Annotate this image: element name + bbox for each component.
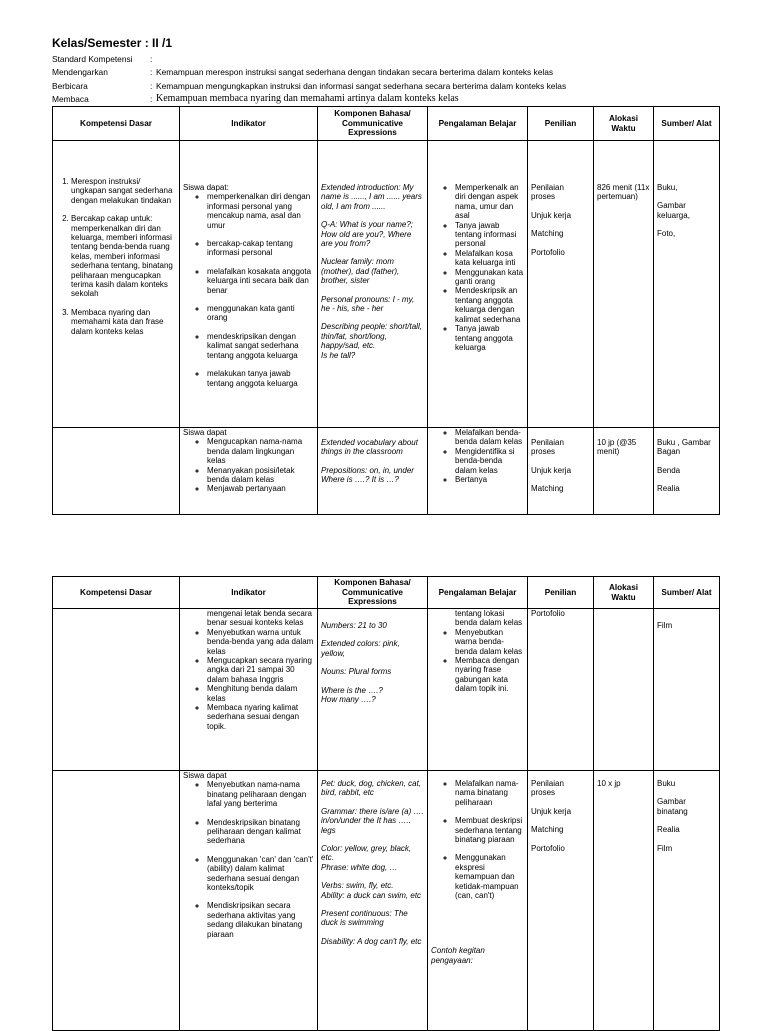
pengalaman-cell bbox=[428, 141, 528, 428]
list-item: ◦ Menanyakan posisi/letak benda dalam kelas bbox=[207, 466, 314, 485]
list-item: ◦ Bertanya bbox=[455, 475, 524, 484]
kd-cell bbox=[53, 141, 180, 428]
list-item: ◦ mendeskripsikan dengan kalimat sangat sederhana tentang anggota keluarga bbox=[207, 332, 314, 360]
penilian-cell: Penilaian proses Unjuk kerja Matching Portofolio bbox=[528, 771, 594, 1031]
penilian-cell: Penilaian proses Unjuk kerja Matching bbox=[528, 428, 594, 515]
indikator-cell: Siswa dapat ◦ Menyebutkan nama-nama binatang peliharaan dengan lafal yang berterima ◦ Mendeskripsikan binatang peliharaan dengan kalimat sederhana ◦ Menggunakan 'can' dan 'can't' (ability) dalam kalimat sederhana sesuai dengan konteks/topik ◦ Mendiskripsikan secara sederhana aktivitas yang sedang dilakukan binatang piaraan bbox=[180, 771, 318, 1031]
list-item: 1. Merespon instruksi/ ungkapan sangat sederhana dengan melakukan tindakan bbox=[71, 177, 176, 205]
list-item: ◦ Membuat deskripsi sederhana tentang binatang piaraan bbox=[455, 816, 524, 844]
col-indikator: Indikator bbox=[180, 577, 318, 609]
list-item: ◦ Menggunakan 'can' dan 'can't' (ability) dalam kalimat sederhana sesuai dengan konteks/topik bbox=[207, 855, 314, 893]
list-item: ◦ Membaca nyaring kalimat sederhana sesuai dengan topik. bbox=[207, 703, 314, 731]
col-kompetensi-dasar: Kompetensi Dasar bbox=[53, 577, 180, 609]
list-item: ◦ Mengidentifika si benda-benda dalam kelas bbox=[455, 447, 524, 475]
pengalaman-cell bbox=[428, 428, 528, 515]
list-item: ◦ Melafalkan kosa kata keluarga inti bbox=[455, 249, 524, 268]
list-item: ◦ Melafalkan benda-benda dalam kelas bbox=[455, 428, 524, 447]
list-item: ◦ Menyebutkan warna untuk benda-benda yang ada dalam kelas bbox=[207, 628, 314, 656]
list-item: ◦ memperkenalkan diri dengan informasi personal yang mencakup nama, asal dan umur bbox=[207, 192, 314, 230]
table-header-row bbox=[53, 577, 720, 609]
list-item: ◦ Mengucapkan nama-nama benda dalam lingkungan kelas bbox=[207, 437, 314, 465]
alokasi-cell: 826 menit (11x pertemuan) bbox=[594, 141, 654, 428]
table-row bbox=[53, 141, 720, 428]
list-item: ◦ Mendeskripsik an tentang anggota keluarga dengan kalimat sederhana bbox=[455, 286, 524, 324]
indikator-cell: Siswa dapat: ◦ memperkenalkan diri dengan informasi personal yang mencakup nama, asal dan umur ◦ bercakap-cakap tentang informasi personal ◦ melafalkan kosakata anggota keluarga inti secara baik dan benar ◦ menggunakan kata ganti orang ◦ mendeskripsikan dengan kalimat sangat sederhana tentang anggota keluarga ◦ melakukan tanya jawab tentang anggota keluarga bbox=[180, 141, 318, 428]
col-komponen-bahasa: Komponen Bahasa/ Communicative Expressions bbox=[318, 577, 428, 609]
list-item: ◦ Tanya jawab tentang informasi personal bbox=[455, 221, 524, 249]
indikator-cell: Siswa dapat ◦ Mengucapkan nama-nama benda dalam lingkungan kelas ◦ Menanyakan posisi/letak benda dalam kelas ◦ Menjawab pertanyaan bbox=[180, 428, 318, 515]
list-item: ◦ melafalkan kosakata anggota keluarga inti secara baik dan benar bbox=[207, 267, 314, 295]
list-item: ◦ bercakap-cakap tentang informasi personal bbox=[207, 239, 314, 258]
komponen-cell: Pet: duck, dog, chicken, cat, bird, rabbit, etc Grammar: there is/are (a) …. in/on/under the It has ….. legs Color: yellow, grey, black, etc. Phrase: white dog, … Verbs: swim, fly, etc. Ability: a duck can swim, etc Present continuous: The duck is swimming Disability: A dog can't fly, etc bbox=[318, 771, 428, 1031]
sumber-cell: Film bbox=[654, 609, 720, 771]
list-item: ◦ Memperkenalk an diri dengan aspek nama, umur dan asal bbox=[455, 183, 524, 221]
penilian-cell: Portofolio bbox=[528, 609, 594, 771]
table-header-row bbox=[53, 107, 720, 141]
komponen-cell: Extended introduction: My name is ......, I am ...... years old, I am from ...... Q-A: What is your name?; How old are you?, Where are you from? Nuclear family: mom (mother), dad (father), brother, sister Personal pronouns: I - my, he - his, she - her Describing people: short/tall, thin/fat, short/long, happy/sad, etc. Is he tall? bbox=[318, 141, 428, 428]
page-title: Kelas/Semester : II /1 bbox=[52, 36, 173, 50]
silabus-table-2 bbox=[52, 576, 720, 1031]
list-item: ◦ Mendeskripsikan binatang peliharaan dengan kalimat sederhana bbox=[207, 818, 314, 846]
list-item: 2. Bercakap cakap untuk: memperkenalkan diri dan keluarga, memberi informasi tentang benda-benda ruang kelas, memberi informasi sederhana tentang, binatang peliharaan mengucapkan terima kasih dalam konteks sekolah bbox=[71, 214, 176, 299]
list-item: ◦ Menjawab pertanyaan bbox=[207, 484, 314, 493]
col-penilian: Penilian bbox=[528, 107, 594, 141]
list-item: ◦ Menghitung benda dalam kelas bbox=[207, 684, 314, 703]
sumber-cell: Buku Gambar binatang Realia Film bbox=[654, 771, 720, 1031]
col-pengalaman-belajar: Pengalaman Belajar bbox=[428, 107, 528, 141]
col-alokasi-waktu: Alokasi Waktu bbox=[594, 107, 654, 141]
indikator-cell: mengenai letak benda secara benar sesuai konteks kelas ◦ Menyebutkan warna untuk benda-benda yang ada dalam kelas ◦ Mengucapkan secara nyaring angka dari 21 sampai 30 dalam bahasa Inggris ◦ Menghitung benda dalam kelas ◦ Membaca nyaring kalimat sederhana sesuai dengan topik. bbox=[180, 609, 318, 771]
col-indikator: Indikator bbox=[180, 107, 318, 141]
list-item: ◦ Menyebutkan warna benda-benda dalam kelas bbox=[455, 628, 524, 656]
list-item: 3. Membaca nyaring dan memahami kata dan frase dalam konteks kelas bbox=[71, 308, 176, 336]
sumber-cell: Buku, Gambar keluarga, Foto, bbox=[654, 141, 720, 428]
table-row bbox=[53, 428, 720, 515]
list-item: ◦ melakukan tanya jawab tentang anggota keluarga bbox=[207, 369, 314, 388]
kd-cell bbox=[53, 428, 180, 515]
list-item: ◦ Menggunakan kata ganti orang bbox=[455, 268, 524, 287]
alokasi-cell: 10 jp (@35 menit) bbox=[594, 428, 654, 515]
penilian-cell: Penilaian proses Unjuk kerja Matching Portofolio bbox=[528, 141, 594, 428]
col-alokasi-waktu: Alokasi Waktu bbox=[594, 577, 654, 609]
col-sumber-alat: Sumber/ Alat bbox=[654, 107, 720, 141]
col-pengalaman-belajar: Pengalaman Belajar bbox=[428, 577, 528, 609]
col-komponen-bahasa: Komponen Bahasa/ Communicative Expressions bbox=[318, 107, 428, 141]
list-item: ◦ Mengucapkan secara nyaring angka dari 21 sampai 30 dalam bahasa Inggris bbox=[207, 656, 314, 684]
komponen-cell: Numbers: 21 to 30 Extended colors: pink, yellow, Nouns: Plural forms Where is the ….? How many ….? bbox=[318, 609, 428, 771]
list-item: ◦ Menyebutkan nama-nama binatang peliharaan dengan lafal yang berterima bbox=[207, 780, 314, 808]
col-sumber-alat: Sumber/ Alat bbox=[654, 577, 720, 609]
pengalaman-cell: ◦ Melafalkan nama-nama binatang peliharaan ◦ Membuat deskripsi sederhana tentang binatang piaraan ◦ Menggunakan ekspresi kemampuan dan ketidak-mampuan (can, can't) Contoh kegitan pengayaan: bbox=[428, 771, 528, 1031]
alokasi-cell bbox=[594, 609, 654, 771]
col-penilian: Penilian bbox=[528, 577, 594, 609]
list-item: ◦ Melafalkan nama-nama binatang peliharaan bbox=[455, 779, 524, 807]
sumber-cell: Buku , Gambar Bagan Benda Realia bbox=[654, 428, 720, 515]
komponen-cell: Extended vocabulary about things in the classroom Prepositions: on, in, under Where is ….? It is …? bbox=[318, 428, 428, 515]
kd-cell bbox=[53, 609, 180, 771]
table-row bbox=[53, 771, 720, 1031]
pengalaman-cell: tentang lokasi benda dalam kelas ◦ Menyebutkan warna benda-benda dalam kelas ◦ Membaca dengan nyaring frase gabungan kata dalam topik ini. bbox=[428, 609, 528, 771]
list-item: ◦ Mendiskripsikan secara sederhana aktivitas yang sedang dilakukan binatang piaraan bbox=[207, 901, 314, 939]
list-item: ◦ Menggunakan ekspresi kemampuan dan ketidak-mampuan (can, can't) bbox=[455, 853, 524, 900]
list-item: ◦ menggunakan kata ganti orang bbox=[207, 304, 314, 323]
col-kompetensi-dasar: Kompetensi Dasar bbox=[53, 107, 180, 141]
table-row bbox=[53, 609, 720, 771]
kd-cell bbox=[53, 771, 180, 1031]
alokasi-cell: 10 x jp bbox=[594, 771, 654, 1031]
silabus-table-1 bbox=[52, 106, 720, 515]
list-item: ◦ Membaca dengan nyaring frase gabungan kata dalam topik ini. bbox=[455, 656, 524, 694]
list-item: ◦ Tanya jawab tentang anggota keluarga bbox=[455, 324, 524, 352]
